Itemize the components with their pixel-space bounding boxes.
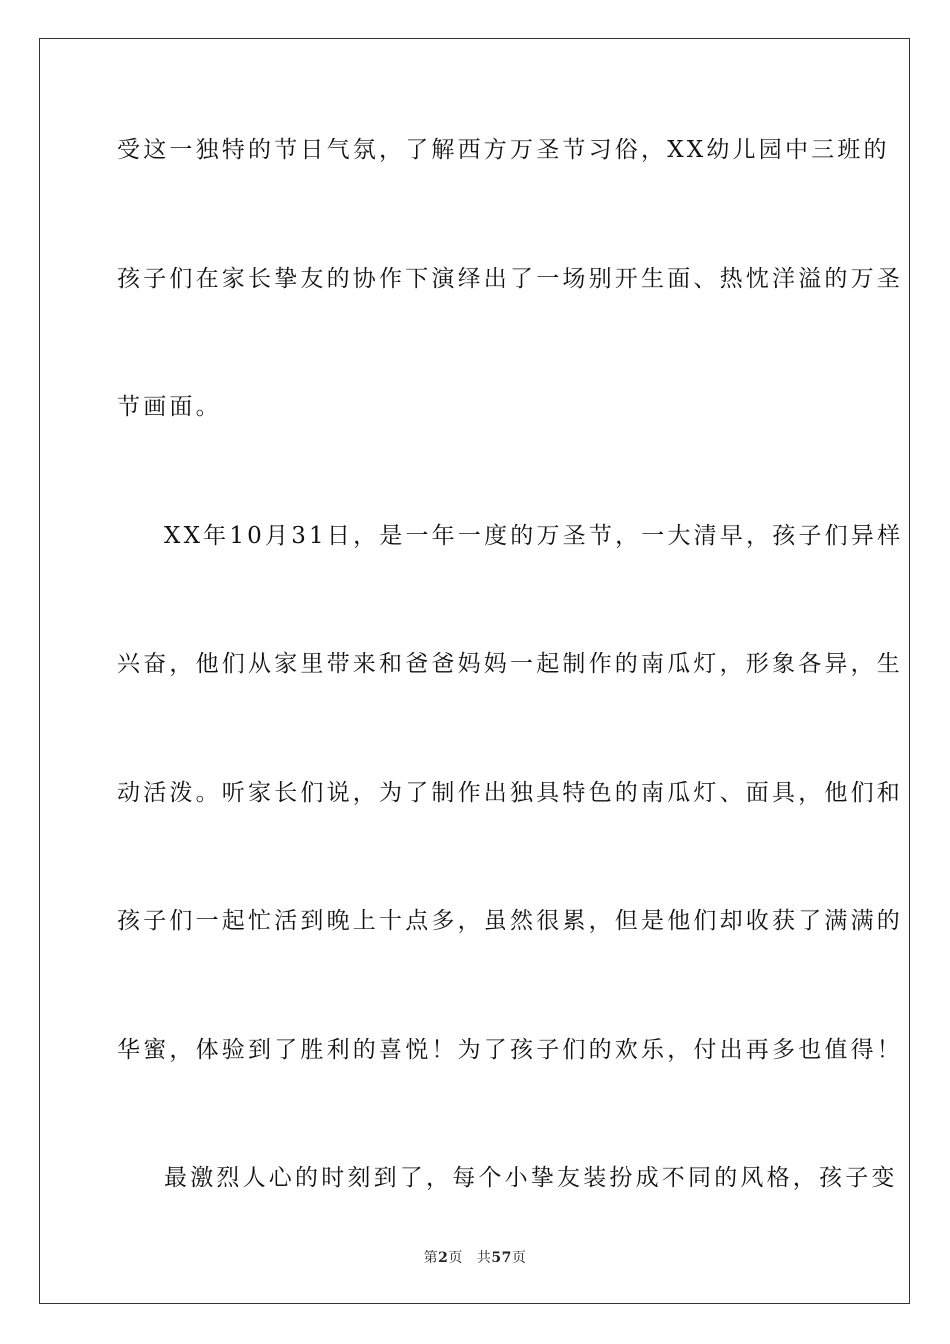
document-body (117, 118, 904, 1275)
text-line: XX年10月31日，是一年一度的万圣节，一大清早，孩子们异样 (164, 522, 904, 549)
text-line: 节画面。 (117, 394, 222, 420)
page-number: 2 (438, 1250, 449, 1266)
text-line: 受这一独特的节日气氛，了解西方万圣节习俗，XX幼儿园中三班的 (117, 137, 890, 163)
text-line: 孩子们一起忙活到晚上十点多，虽然很累，但是他们却收获了满满的 (117, 908, 903, 934)
page-prefix: 第 (423, 1250, 439, 1266)
total-prefix: 共 (476, 1250, 492, 1266)
total-pages: 57 (491, 1250, 512, 1266)
text-line: 孩子们在家长挚友的协作下演绎出了一场别开生面、热忱洋溢的万圣 (117, 265, 903, 292)
text-line: 最激烈人心的时刻到了，每个小挚友装扮成不同的风格，孩子变 (164, 1165, 898, 1191)
total-suffix: 页 (511, 1250, 527, 1266)
page-footer (0, 1247, 950, 1267)
text-line: 动活泼。听家长们说，为了制作出独具特色的南瓜灯、面具，他们和 (117, 779, 903, 806)
text-line: 兴奋，他们从家里带来和爸爸妈妈一起制作的南瓜灯，形象各异，生 (117, 651, 903, 677)
page-suffix: 页 (448, 1250, 463, 1266)
text-line: 华蜜，体验到了胜利的喜悦！为了孩子们的欢乐，付出再多也值得！ (117, 1036, 903, 1063)
